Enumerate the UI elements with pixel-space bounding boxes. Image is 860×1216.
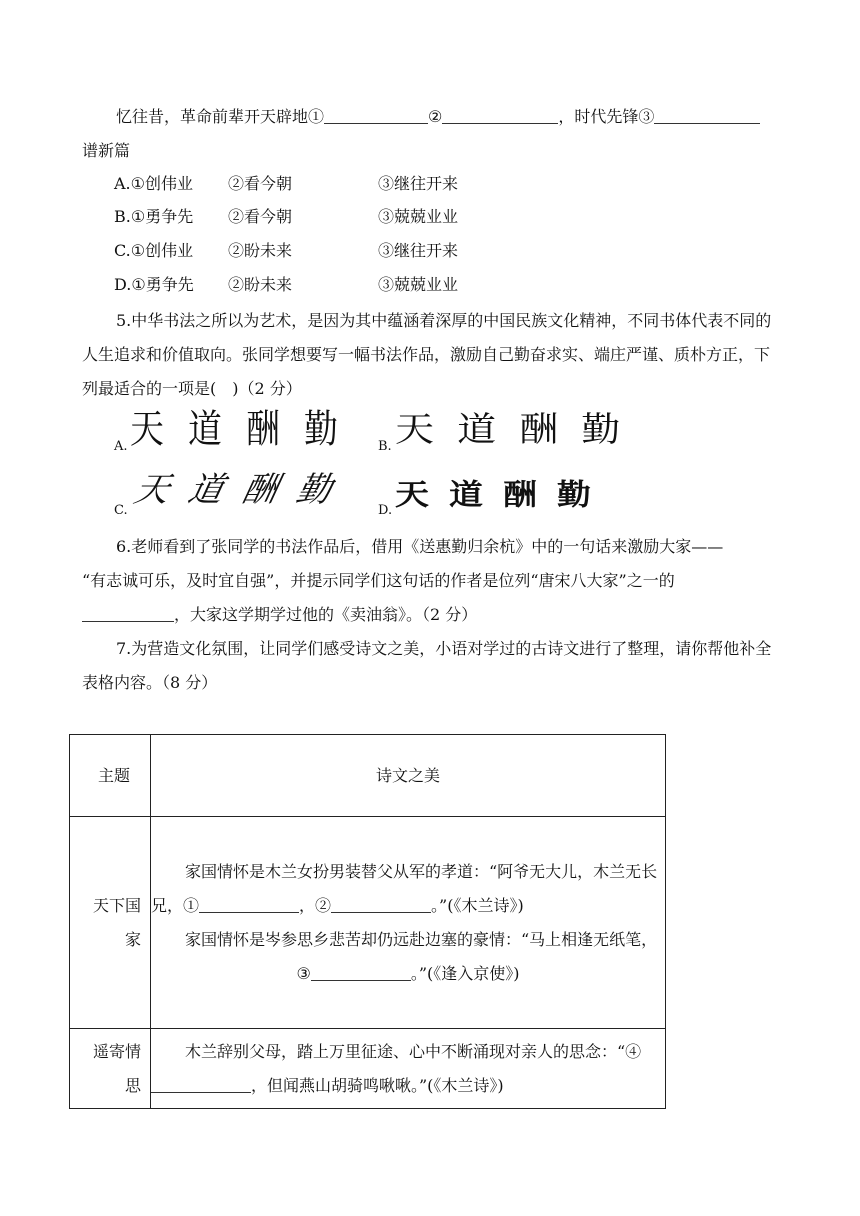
calligraphy-char: 天 <box>395 410 435 450</box>
calligraphy-char: 天 <box>130 470 174 510</box>
calligraphy-char: 天 <box>395 478 429 512</box>
option-part2: ②看今朝 <box>228 207 293 226</box>
choice-b-label: B. <box>378 439 392 454</box>
option-part3: ③继往开来 <box>378 174 459 193</box>
row1-p2-circ: ③ <box>296 963 311 983</box>
calligraphy-char: 酬 <box>519 410 559 450</box>
row1-theme-text: 天下国家 <box>92 895 141 949</box>
table-header-row <box>70 735 666 817</box>
q4-stem-part1: 忆往昔，革命前辈开天辟地① <box>116 107 325 126</box>
calligraphy-char: 酬 <box>246 407 284 453</box>
q4-stem-part2: ② <box>428 107 443 126</box>
calligraphy-char: 道 <box>457 410 497 450</box>
choice-c-calligraphy <box>131 470 336 510</box>
option-label: A.①创伟业 <box>114 174 193 193</box>
blank-mulan-2 <box>331 894 431 913</box>
table-row <box>70 1029 666 1109</box>
choice-d-label: D. <box>378 503 393 518</box>
calligraphy-char: 酬 <box>503 478 537 512</box>
q4-stem-part3: ，时代先锋③ <box>558 107 655 126</box>
table-row <box>70 817 666 1029</box>
blank-3 <box>654 105 760 124</box>
row1-theme <box>70 817 151 1029</box>
row2-theme-text: 遥寄情思 <box>92 1041 141 1095</box>
calligraphy-char: 勤 <box>304 407 342 453</box>
calligraphy-char: 勤 <box>557 478 591 512</box>
q7-stem: 7.为营造文化氛围，让同学们感受诗文之美，小语对学过的古诗文进行了整理，请你帮他补全表格内容。（8 分） <box>82 639 772 692</box>
row2-theme <box>70 1029 151 1109</box>
q4-stem <box>82 100 782 134</box>
row1-paragraph2-line <box>151 957 665 991</box>
q5-stem: 5.中华书法之所以为艺术，是因为其中蕴涵着深厚的中国民族文化精神，不同书体代表不同的人生追求和价值取向。张同学想要写一幅书法作品，激励自己勤奋求实、端庄严谨、质朴方正，下列最适合的一项是( )（2 分） <box>82 311 772 398</box>
q4-stem-line2: 谱新篇 <box>82 141 131 160</box>
row1-p1-source: 。”(《木兰诗》) <box>431 895 524 915</box>
q6-line2: “有志诚可乐，及时宜自强”，并提示同学们这句话的作者是位列“唐宋八大家”之一的 <box>82 571 675 590</box>
calligraphy-char: 勤 <box>581 410 621 450</box>
header-theme <box>70 735 151 817</box>
q6-line3-text: ，大家这学期学过他的《卖油翁》。（2 分） <box>174 605 478 624</box>
row2-text: 木兰辞别父母，踏上万里征途、心中不断涌现对亲人的思念：“④ <box>185 1041 642 1061</box>
q6-line3 <box>82 598 782 632</box>
row1-content <box>151 817 666 1029</box>
option-part2: ②盼未来 <box>228 275 293 294</box>
poetry-table <box>69 734 666 1109</box>
choice-a-label: A. <box>114 439 128 454</box>
calligraphy-char: 道 <box>449 478 483 512</box>
header-beauty: 诗文之美 <box>151 735 666 817</box>
option-part3: ③兢兢业业 <box>378 275 459 294</box>
row1-paragraph2 <box>151 923 665 957</box>
row1-p2-text: 家国情怀是岑参思乡悲苦却仍远赴边塞的豪情：“马上相逢无纸笔， <box>185 929 658 949</box>
choice-a-calligraphy <box>130 407 342 453</box>
calligraphy-char: 天 <box>130 407 168 453</box>
option-label: B.①勇争先 <box>114 207 194 226</box>
row1-p2-source: 。”(《逢入京使》) <box>410 963 520 983</box>
blank-mulan-4 <box>151 1074 251 1093</box>
blank-author <box>82 603 174 622</box>
row2-source: ，但闻燕山胡骑鸣啾啾。”(《木兰诗》) <box>251 1075 504 1095</box>
row2-paragraph <box>151 1035 665 1103</box>
header-theme-text: 主题 <box>97 765 130 785</box>
option-part2: ②盼未来 <box>228 241 293 260</box>
calligraphy-char: 勤 <box>292 470 336 510</box>
row1-p1-text: 家国情怀是木兰女扮男装替父从军的孝道：“阿爷无大儿，木兰无长兄，① <box>151 861 658 915</box>
option-label: D.①勇争先 <box>114 275 194 294</box>
choice-d-calligraphy <box>395 478 591 512</box>
choice-b-calligraphy <box>395 410 620 450</box>
option-part2: ②看今朝 <box>228 174 293 193</box>
calligraphy-char: 道 <box>188 407 226 453</box>
calligraphy-char: 酬 <box>238 470 282 510</box>
blank-cen-shen <box>311 962 411 981</box>
choice-c-label: C. <box>114 503 128 518</box>
row2-content <box>151 1029 666 1109</box>
blank-1 <box>324 105 428 124</box>
option-part3: ③继往开来 <box>378 241 459 260</box>
calligraphy-char: 道 <box>184 470 228 510</box>
q6-line1: 6.老师看到了张同学的书法作品后，借用《送惠勤归余杭》中的一句话来激励大家—— <box>116 537 724 556</box>
row1-paragraph1 <box>151 855 665 923</box>
blank-2 <box>442 105 558 124</box>
option-part3: ③兢兢业业 <box>378 207 459 226</box>
row1-p1-mid: ，② <box>299 895 332 915</box>
blank-mulan-1 <box>199 894 299 913</box>
option-label: C.①创伟业 <box>114 241 194 260</box>
